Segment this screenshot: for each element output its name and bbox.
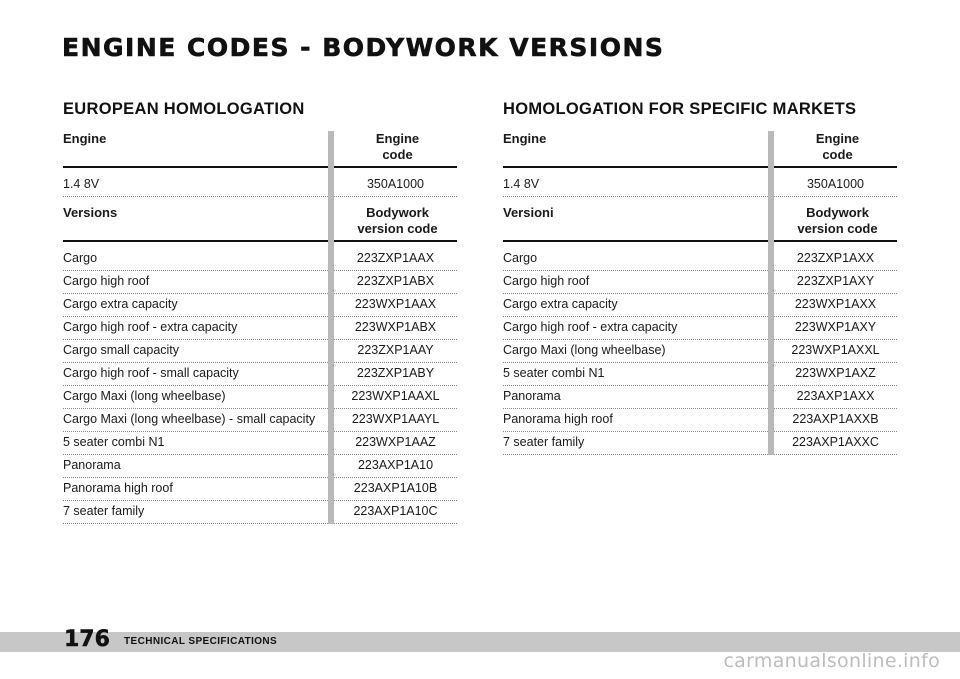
page-title: ENGINE CODES - BODYWORK VERSIONS — [62, 33, 665, 62]
table-row — [503, 340, 897, 363]
watermark: carmanualsonline.info — [723, 650, 940, 672]
version-code: 223AXP1AXXB — [771, 409, 897, 432]
table-row — [63, 478, 457, 501]
table-row — [503, 432, 897, 455]
versions-header: Versions — [63, 197, 331, 242]
table-row — [503, 294, 897, 317]
version-name: Cargo high roof — [63, 271, 331, 294]
version-code-header-line1: Bodywork — [806, 205, 869, 220]
engine-header-row — [503, 131, 897, 167]
table-row — [63, 455, 457, 478]
engine-header-row — [63, 131, 457, 167]
version-code: 223ZXP1ABX — [331, 271, 457, 294]
version-code: 223AXP1AXXC — [771, 432, 897, 455]
engine-code: 350A1000 — [771, 174, 897, 197]
version-rows — [503, 241, 897, 455]
engine-name: 1.4 8V — [63, 174, 331, 197]
version-code: 223ZXP1AAX — [331, 248, 457, 271]
table-row — [63, 271, 457, 294]
version-code-header-line1: Bodywork — [366, 205, 429, 220]
engine-name: 1.4 8V — [503, 174, 771, 197]
engine-code-header — [331, 131, 457, 167]
version-code: 223AXP1A10C — [331, 501, 457, 524]
version-code: 223AXP1AXX — [771, 386, 897, 409]
engine-code-header — [771, 131, 897, 167]
section-heading: HOMOLOGATION FOR SPECIFIC MARKETS — [503, 100, 857, 118]
version-code: 223WXP1AAZ — [331, 432, 457, 455]
version-name: Panorama high roof — [503, 409, 771, 432]
table-row — [503, 317, 897, 340]
engine-code-header-line2: code — [822, 147, 853, 162]
footer-section-label: TECHNICAL SPECIFICATIONS — [124, 636, 278, 647]
engine-code-header-line1: Engine — [815, 131, 860, 146]
version-code: 223WXP1AAYL — [331, 409, 457, 432]
table-row — [63, 432, 457, 455]
version-code: 223ZXP1AXY — [771, 271, 897, 294]
table-row — [63, 501, 457, 524]
version-name: Cargo high roof — [503, 271, 771, 294]
version-name: Cargo extra capacity — [503, 294, 771, 317]
version-name: Cargo high roof - extra capacity — [63, 317, 331, 340]
version-name: Cargo high roof - extra capacity — [503, 317, 771, 340]
version-name: Cargo extra capacity — [63, 294, 331, 317]
version-code: 223WXP1AXXL — [771, 340, 897, 363]
table-row — [503, 363, 897, 386]
engine-row — [63, 174, 457, 197]
page-number: 176 — [64, 627, 110, 652]
version-code: 223ZXP1ABY — [331, 363, 457, 386]
version-code: 223ZXP1AXX — [771, 248, 897, 271]
table-row — [503, 386, 897, 409]
version-code: 223WXP1AXZ — [771, 363, 897, 386]
version-code-header — [771, 197, 897, 242]
engine-codes-table — [503, 131, 897, 455]
version-code: 223WXP1AAXL — [331, 386, 457, 409]
version-name: Panorama — [63, 455, 331, 478]
table-row — [63, 409, 457, 432]
version-code: 223WXP1ABX — [331, 317, 457, 340]
table-row — [63, 340, 457, 363]
versions-header-row — [63, 197, 457, 242]
version-code: 223ZXP1AAY — [331, 340, 457, 363]
version-code-header — [331, 197, 457, 242]
versions-header: Versioni — [503, 197, 771, 242]
table-row — [63, 317, 457, 340]
version-code: 223WXP1AXY — [771, 317, 897, 340]
table-row — [503, 409, 897, 432]
version-name: 5 seater combi N1 — [503, 363, 771, 386]
version-name: 5 seater combi N1 — [63, 432, 331, 455]
engine-codes-table — [63, 131, 457, 524]
version-name: Cargo high roof - small capacity — [63, 363, 331, 386]
engine-row — [503, 174, 897, 197]
version-name: Cargo — [63, 248, 331, 271]
engine-header: Engine — [63, 131, 331, 167]
engine-header: Engine — [503, 131, 771, 167]
version-name: Cargo Maxi (long wheelbase) — [63, 386, 331, 409]
version-code: 223WXP1AXX — [771, 294, 897, 317]
engine-code-header-line1: Engine — [375, 131, 420, 146]
version-name: Panorama high roof — [63, 478, 331, 501]
table-row — [503, 271, 897, 294]
table-row — [63, 363, 457, 386]
version-code: 223AXP1A10 — [331, 455, 457, 478]
version-name: Cargo — [503, 248, 771, 271]
engine-code: 350A1000 — [331, 174, 457, 197]
version-rows — [63, 241, 457, 524]
version-name: Cargo small capacity — [63, 340, 331, 363]
version-code: 223AXP1A10B — [331, 478, 457, 501]
version-code-header-line2: version code — [797, 221, 878, 236]
versions-header-row — [503, 197, 897, 242]
version-name: 7 seater family — [503, 432, 771, 455]
specific-markets-section — [503, 100, 897, 455]
european-homologation-section — [63, 100, 457, 524]
table-row — [63, 248, 457, 271]
engine-code-header-line2: code — [382, 147, 413, 162]
table-row — [503, 248, 897, 271]
version-code: 223WXP1AAX — [331, 294, 457, 317]
version-name: 7 seater family — [63, 501, 331, 524]
version-code-header-line2: version code — [357, 221, 438, 236]
table-row — [63, 294, 457, 317]
version-name: Panorama — [503, 386, 771, 409]
section-heading: EUROPEAN HOMOLOGATION — [63, 100, 305, 118]
version-name: Cargo Maxi (long wheelbase) - small capacity — [63, 409, 331, 432]
table-row — [63, 386, 457, 409]
version-name: Cargo Maxi (long wheelbase) — [503, 340, 771, 363]
